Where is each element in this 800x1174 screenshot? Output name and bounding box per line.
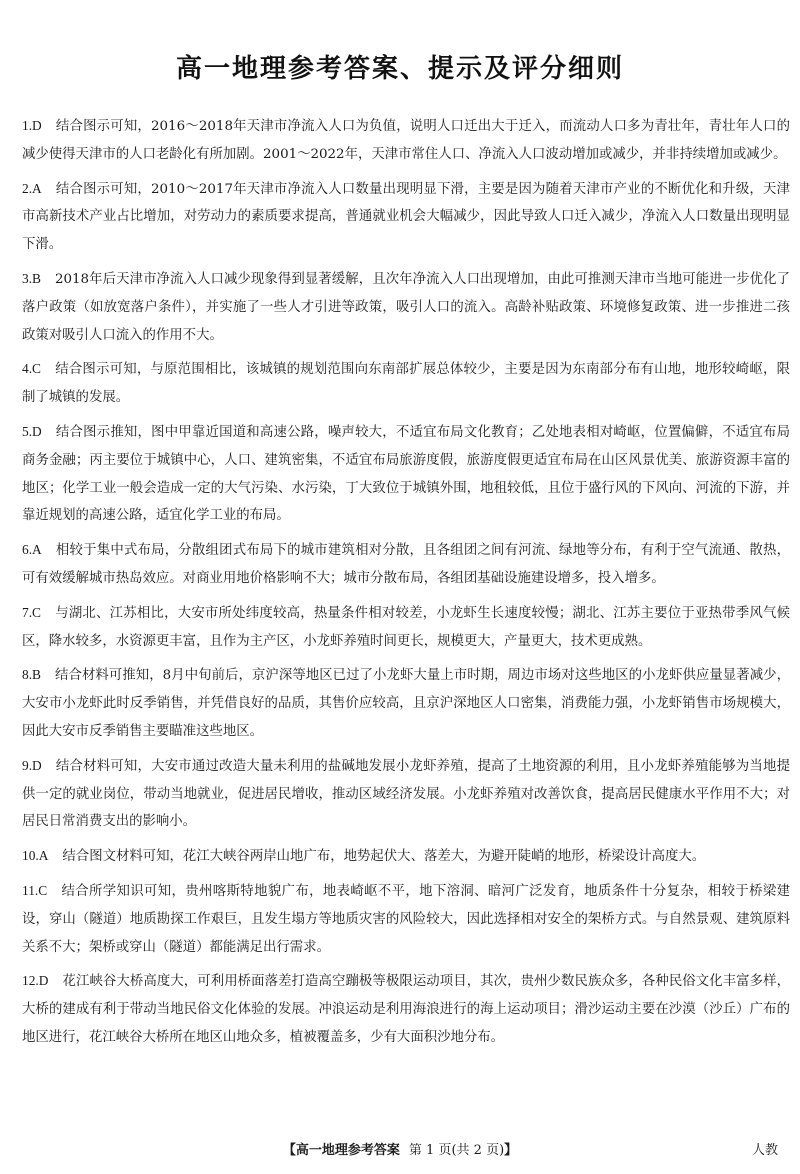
answer-item-5: [22, 418, 790, 530]
footer-publisher: 人教: [751, 1143, 778, 1158]
item-explanation: 结合材料可推知，8月中旬前后，京沪深等地区已过了小龙虾大量上市时期，周边市场对这些地区的小龙虾供应量显著减少，大安市小龙虾此时反季销售，并凭借良好的品质，其售价应较高，且京沪深地区人口密集，消费能力强，小龙虾销售市场规模大，因此大安市反季销售主要瞄准这些地区。: [22, 668, 790, 739]
answer-item-7: [22, 599, 790, 656]
item-number: 7.: [22, 604, 33, 620]
item-number: 11.: [22, 882, 39, 898]
item-explanation: 花江峡谷大桥高度大，可利用桥面落差打造高空蹦极等极限运动项目，其次，贵州少数民族众多，各种民俗文化丰富多样，大桥的建成有利于带动当地民俗文化体验的发展。冲浪运动是利用海浪进行的海上运动项目；滑沙运动主要在沙漠（沙丘）广布的地区进行，花江峡谷大桥所在地区山地众多，植被覆盖多，少有大面积沙地分布。: [22, 974, 790, 1045]
item-answer: D: [32, 423, 42, 439]
footer-left-bracket: 【: [282, 1143, 296, 1158]
item-number: 9.: [22, 757, 33, 773]
page-footer: [0, 1139, 800, 1163]
item-explanation: 相较于集中式布局，分散组团式布局下的城市建筑相对分散，且各组团之间有河流、绿地等分布，有利于空气流通、散热，可有效缓解城市热岛效应。对商业用地价格影响不大；城市分散布局，各组团基础设施建设增多，投入增多。: [22, 543, 790, 586]
answer-item-12: [22, 967, 790, 1051]
item-answer: D: [32, 118, 42, 133]
item-answer: A: [32, 542, 42, 558]
footer-page-info: 第 1 页(共 2 页): [408, 1143, 505, 1158]
answer-item-10: [22, 842, 790, 871]
item-number: 12.: [22, 973, 39, 989]
item-answer: C: [38, 882, 48, 898]
item-explanation: 结合图示推知，图中甲靠近国道和高速公路，噪声较大，不适宜布局文化教育；乙处地表相对崎岖，位置偏僻，不适宜布局商务金融；丙主要位于城镇中心，人口、建筑密集，不适宜布局旅游度假，旅游度假更适宜布局在山区风景优美、旅游资源丰富的地区；化学工业一般会造成一定的大气污染、水污染，丁大致位于城镇外围，地租较低，且位于盛行风的下风向、河流的下游，并靠近规划的高速公路，适宜化学工业的布局。: [22, 424, 790, 524]
item-number: 10.: [22, 848, 39, 864]
item-answer: D: [38, 973, 49, 989]
item-explanation: 与湖北、江苏相比，大安市所处纬度较高，热量条件相对较差，小龙虾生长速度较慢；湖北、江苏主要位于亚热带季风气候区，降水较多，水资源更丰富，且作为主产区，小龙虾养殖时间更长，规模更大，产量更大，技术更成熟。: [22, 605, 790, 649]
page-title: 高一地理参考答案、提示及评分细则: [175, 54, 624, 84]
item-number: 1.: [22, 118, 33, 133]
footer-doc-name: 高一地理参考答案: [295, 1143, 400, 1158]
item-number: 6.: [22, 542, 33, 558]
answer-item-3: [22, 265, 790, 349]
answer-item-11: [22, 877, 790, 961]
item-explanation: 结合材料可知，大安市通过改造大量未利用的盐碱地发展小龙虾养殖，提高了土地资源的利用，且小龙虾养殖能够为当地提供一定的就业岗位，带动当地就业，促进居民增收，推动区域经济发展。小龙虾养殖对改善饮食，提高居民健康水平作用不大；对居民日常消费支出的影响小。: [22, 758, 790, 830]
footer-right-bracket: 】: [504, 1143, 518, 1158]
item-answer: A: [32, 180, 42, 196]
item-explanation: 2018年后天津市净流入人口减少现象得到显著缓解，且次年净流入人口出现增加，由此可推测天津市当地可能进一步优化了落户政策（如放宽落户条件），并实施了一些人才引进等政策，吸引人口的流入。高龄补贴政策、环境修复政策、进一步推进二孩政策对吸引人口流入的作用不大。: [22, 271, 790, 343]
item-answer: A: [38, 848, 49, 864]
item-number: 5.: [22, 423, 33, 439]
footer-caption: [0, 1139, 800, 1158]
item-number: 8.: [22, 667, 33, 683]
item-explanation: 结合所学知识可知，贵州喀斯特地貌广布，地表崎岖不平，地下溶洞、暗河广泛发育，地质条件十分复杂，相较于桥梁建设，穿山（隧道）地质勘探工作艰巨，且发生塌方等地质灾害的风险较大，因此选择相对安全的架桥方式。与自然景观、建筑原料关系不大；架桥或穿山（隧道）都能满足出行需求。: [22, 883, 790, 955]
answer-item-8: [22, 661, 790, 745]
answer-item-9: [22, 752, 790, 836]
item-answer: B: [32, 667, 41, 683]
item-answer: C: [32, 361, 41, 377]
item-number: 4.: [22, 361, 33, 377]
item-explanation: 结合图文材料可知，花江大峡谷两岸山地广布，地势起伏大、落差大，为避开陡峭的地形，桥梁设计高度大。: [62, 849, 706, 865]
answer-list: [22, 112, 790, 1058]
item-explanation: 结合图示可知，2010～2017年天津市净流入人口数量出现明显下滑，主要是因为随着天津市产业的不断优化和升级，天津市高新技术产业占比增加，对劳动力的素质要求提高，普通就业机会大幅减少，因此导致人口迁入减少，净流入人口数量出现明显下滑。: [22, 181, 790, 253]
item-explanation: 结合图示可知，与原范围相比，该城镇的规划范围向东南部扩展总体较少，主要是因为东南部分布有山地，地形较崎岖，限制了城镇的发展。: [22, 362, 790, 406]
item-number: 3.: [22, 270, 33, 286]
answer-item-6: [22, 536, 790, 593]
item-number: 2.: [22, 180, 33, 196]
item-answer: C: [32, 604, 41, 620]
answer-item-1: [22, 112, 790, 169]
item-explanation: 结合图示可知，2016～2018年天津市净流入人口为负值，说明人口迁出大于迁入，而流动人口多为青壮年，青壮年人口的减少使得天津市的人口老龄化有所加剧。2001～2022年，天津市常住人口、净流入人口波动增加或减少，并非持续增加或减少。: [22, 119, 790, 162]
answer-item-4: [22, 355, 790, 412]
answer-item-2: [22, 175, 790, 259]
item-answer: B: [32, 270, 41, 286]
item-answer: D: [32, 757, 42, 773]
